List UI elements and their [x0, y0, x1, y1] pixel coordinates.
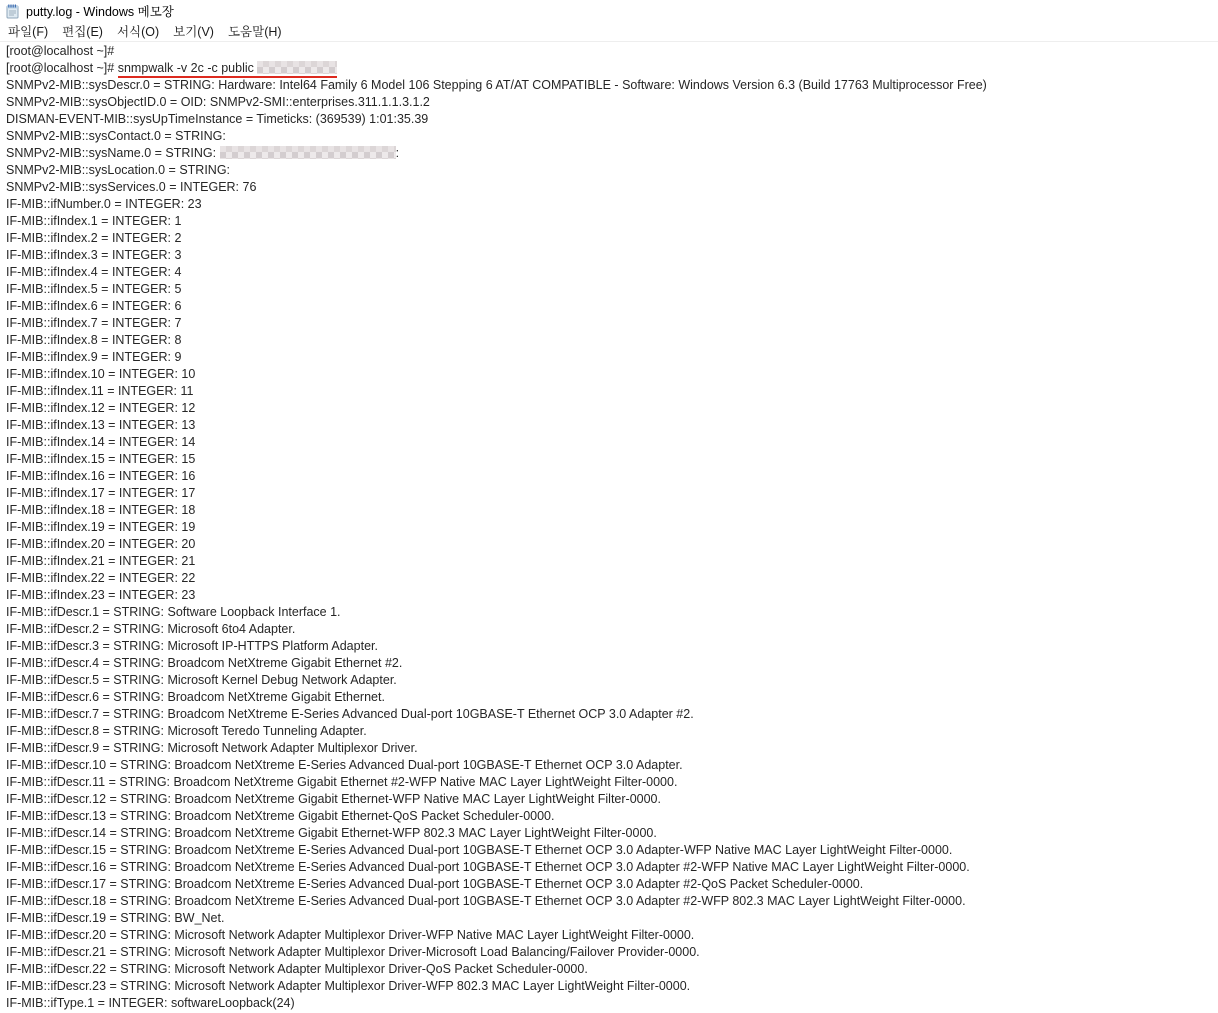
log-line: IF-MIB::ifIndex.13 = INTEGER: 13 [6, 418, 196, 432]
text-area[interactable] [0, 43, 1218, 1013]
log-line: SNMPv2-MIB::sysServices.0 = INTEGER: 76 [6, 180, 257, 194]
log-line: IF-MIB::ifDescr.7 = STRING: Broadcom NetXtreme E-Series Advanced Dual-port 10GBASE-T Ethernet OCP 3.0 Adapter #2. [6, 707, 694, 721]
log-line: IF-MIB::ifIndex.5 = INTEGER: 5 [6, 282, 182, 296]
log-line: IF-MIB::ifType.1 = INTEGER: softwareLoopback(24) [6, 996, 295, 1010]
log-line: IF-MIB::ifIndex.10 = INTEGER: 10 [6, 367, 196, 381]
menu-item-view[interactable]: 보기(V) [173, 25, 214, 39]
log-line: SNMPv2-MIB::sysLocation.0 = STRING: [6, 163, 231, 177]
window-title: putty.log - Windows 메모장 [26, 5, 174, 19]
log-line: IF-MIB::ifIndex.20 = INTEGER: 20 [6, 537, 196, 551]
log-line: IF-MIB::ifDescr.23 = STRING: Microsoft Network Adapter Multiplexor Driver-WFP 802.3 MAC Layer LightWeight Filter-0000. [6, 979, 691, 993]
log-line: IF-MIB::ifIndex.7 = INTEGER: 7 [6, 316, 182, 330]
log-line: IF-MIB::ifDescr.19 = STRING: BW_Net. [6, 911, 225, 925]
menu-item-edit[interactable]: 편집(E) [62, 25, 103, 39]
log-line: IF-MIB::ifDescr.17 = STRING: Broadcom NetXtreme E-Series Advanced Dual-port 10GBASE-T Ethernet OCP 3.0 Adapter #2-QoS Packet Scheduler-0000. [6, 877, 864, 891]
log-text-suffix: : [395, 146, 400, 160]
log-line: SNMPv2-MIB::sysContact.0 = STRING: [6, 129, 226, 143]
command-text: snmpwalk -v 2c -c public [117, 61, 258, 75]
menu-item-file[interactable]: 파일(F) [8, 25, 49, 39]
log-line: IF-MIB::ifIndex.1 = INTEGER: 1 [6, 214, 182, 228]
log-line: IF-MIB::ifDescr.20 = STRING: Microsoft Network Adapter Multiplexor Driver-WFP Native MAC Layer LightWeight Filter-0000. [6, 928, 695, 942]
log-line: IF-MIB::ifDescr.18 = STRING: Broadcom NetXtreme E-Series Advanced Dual-port 10GBASE-T Ethernet OCP 3.0 Adapter #2-WFP 802.3 MAC Layer LightWeight Filter-0000. [6, 894, 966, 908]
log-line: IF-MIB::ifDescr.2 = STRING: Microsoft 6to4 Adapter. [6, 622, 296, 636]
log-line: IF-MIB::ifDescr.22 = STRING: Microsoft Network Adapter Multiplexor Driver-QoS Packet Scheduler-0000. [6, 962, 588, 976]
log-line: IF-MIB::ifIndex.12 = INTEGER: 12 [6, 401, 196, 415]
log-line: IF-MIB::ifDescr.9 = STRING: Microsoft Network Adapter Multiplexor Driver. [6, 741, 418, 755]
log-line: IF-MIB::ifDescr.8 = STRING: Microsoft Teredo Tunneling Adapter. [6, 724, 367, 738]
log-line: IF-MIB::ifDescr.13 = STRING: Broadcom NetXtreme Gigabit Ethernet-QoS Packet Scheduler-0000. [6, 809, 555, 823]
log-line: SNMPv2-MIB::sysObjectID.0 = OID: SNMPv2-SMI::enterprises.311.1.1.3.1.2 [6, 95, 430, 109]
menu-item-help[interactable]: 도움말(H) [227, 25, 282, 39]
title-bar [0, 0, 1218, 22]
log-line: DISMAN-EVENT-MIB::sysUpTimeInstance = Timeticks: (369539) 1:01:35.39 [6, 112, 429, 126]
log-line: IF-MIB::ifDescr.11 = STRING: Broadcom NetXtreme Gigabit Ethernet #2-WFP Native MAC Layer LightWeight Filter-0000. [6, 775, 678, 789]
redacted-sysname [220, 146, 396, 159]
log-text: SNMPv2-MIB::sysName.0 = STRING: [6, 146, 220, 160]
log-line: IF-MIB::ifDescr.21 = STRING: Microsoft Network Adapter Multiplexor Driver-Microsoft Load Balancing/Failover Provider-0000. [6, 945, 700, 959]
log-line: IF-MIB::ifIndex.2 = INTEGER: 2 [6, 231, 182, 245]
log-line: IF-MIB::ifIndex.3 = INTEGER: 3 [6, 248, 182, 262]
menu-bar [0, 22, 1218, 42]
notepad-icon [5, 3, 21, 19]
log-line: IF-MIB::ifDescr.12 = STRING: Broadcom NetXtreme Gigabit Ethernet-WFP Native MAC Layer LightWeight Filter-0000. [6, 792, 661, 806]
log-line: IF-MIB::ifIndex.11 = INTEGER: 11 [6, 384, 194, 398]
log-line: IF-MIB::ifIndex.9 = INTEGER: 9 [6, 350, 182, 364]
redacted-host [257, 61, 337, 74]
log-line: IF-MIB::ifIndex.23 = INTEGER: 23 [6, 588, 196, 602]
log-line: IF-MIB::ifNumber.0 = INTEGER: 23 [6, 197, 202, 211]
log-line: IF-MIB::ifIndex.14 = INTEGER: 14 [6, 435, 196, 449]
log-line: IF-MIB::ifIndex.15 = INTEGER: 15 [6, 452, 196, 466]
log-line: SNMPv2-MIB::sysDescr.0 = STRING: Hardware: Intel64 Family 6 Model 106 Stepping 6 AT/AT COMPATIBLE - Software: Windows Version 6.3 (Build 17763 Multiprocessor Free) [6, 78, 987, 92]
log-line: IF-MIB::ifIndex.8 = INTEGER: 8 [6, 333, 182, 347]
log-line: IF-MIB::ifDescr.14 = STRING: Broadcom NetXtreme Gigabit Ethernet-WFP 802.3 MAC Layer LightWeight Filter-0000. [6, 826, 657, 840]
log-line: IF-MIB::ifIndex.17 = INTEGER: 17 [6, 486, 196, 500]
log-line: IF-MIB::ifIndex.18 = INTEGER: 18 [6, 503, 196, 517]
log-line: IF-MIB::ifDescr.5 = STRING: Microsoft Kernel Debug Network Adapter. [6, 673, 397, 687]
log-line: [root@localhost ~]# [6, 44, 115, 58]
log-line: IF-MIB::ifDescr.16 = STRING: Broadcom NetXtreme E-Series Advanced Dual-port 10GBASE-T Ethernet OCP 3.0 Adapter #2-WFP Native MAC Layer LightWeight Filter-0000. [6, 860, 970, 874]
log-line: IF-MIB::ifIndex.22 = INTEGER: 22 [6, 571, 196, 585]
prompt-text: [root@localhost ~]# [6, 61, 118, 75]
log-line: IF-MIB::ifDescr.6 = STRING: Broadcom NetXtreme Gigabit Ethernet. [6, 690, 385, 704]
log-line [6, 145, 1218, 162]
log-line: IF-MIB::ifIndex.21 = INTEGER: 21 [6, 554, 196, 568]
log-line: IF-MIB::ifDescr.1 = STRING: Software Loopback Interface 1. [6, 605, 341, 619]
menu-item-format[interactable]: 서식(O) [116, 25, 160, 39]
log-line: IF-MIB::ifIndex.6 = INTEGER: 6 [6, 299, 182, 313]
log-line [6, 60, 1218, 77]
log-line: IF-MIB::ifIndex.19 = INTEGER: 19 [6, 520, 196, 534]
log-line: IF-MIB::ifDescr.15 = STRING: Broadcom NetXtreme E-Series Advanced Dual-port 10GBASE-T Ethernet OCP 3.0 Adapter-WFP Native MAC Layer LightWeight Filter-0000. [6, 843, 953, 857]
log-line: IF-MIB::ifIndex.16 = INTEGER: 16 [6, 469, 196, 483]
log-line: IF-MIB::ifIndex.4 = INTEGER: 4 [6, 265, 182, 279]
log-line: IF-MIB::ifDescr.3 = STRING: Microsoft IP-HTTPS Platform Adapter. [6, 639, 378, 653]
highlighted-command [118, 61, 338, 78]
log-line: IF-MIB::ifDescr.4 = STRING: Broadcom NetXtreme Gigabit Ethernet #2. [6, 656, 403, 670]
log-line: IF-MIB::ifDescr.10 = STRING: Broadcom NetXtreme E-Series Advanced Dual-port 10GBASE-T Ethernet OCP 3.0 Adapter. [6, 758, 683, 772]
